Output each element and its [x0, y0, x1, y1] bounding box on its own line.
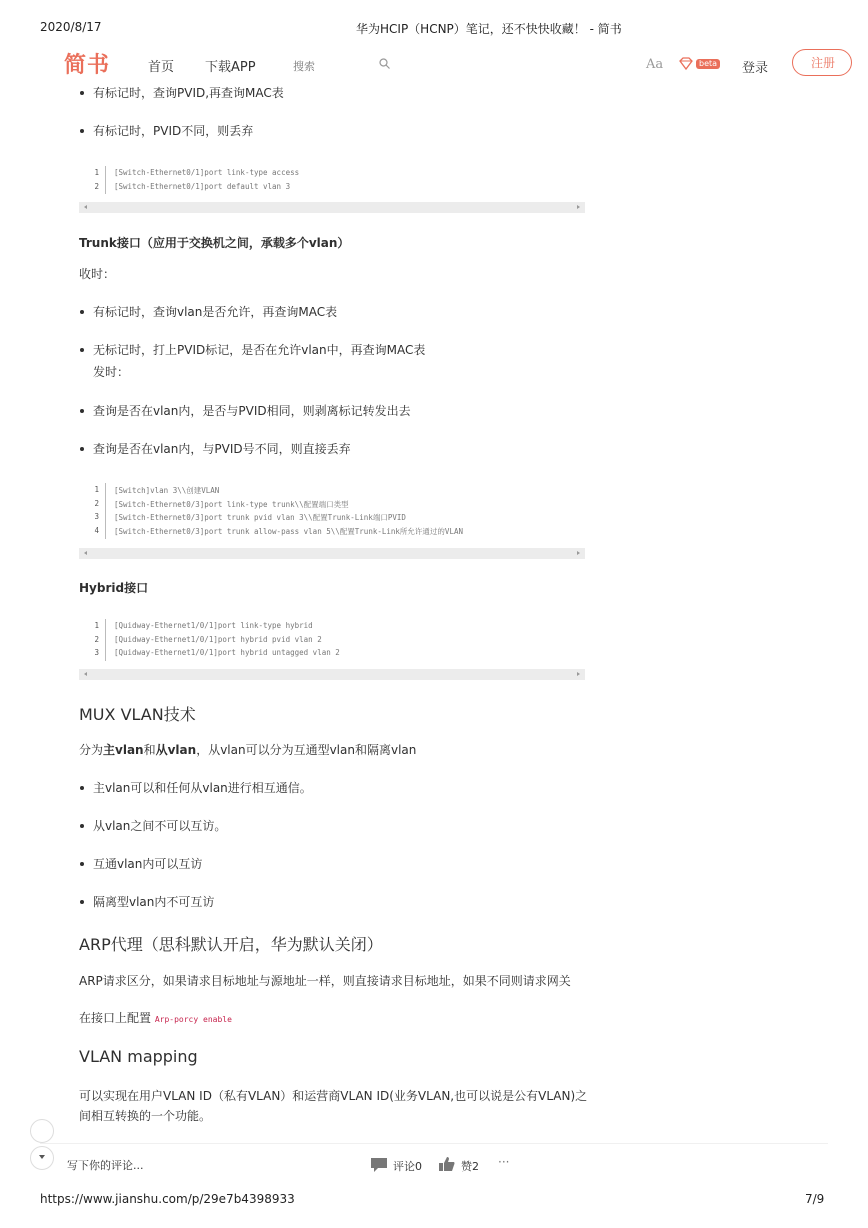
list-item: 隔离型vlan内不可互访 [93, 895, 215, 909]
diamond-icon[interactable] [678, 57, 694, 71]
print-page-number: 7/9 [805, 1192, 825, 1206]
comment-input[interactable]: 写下你的评论... [67, 1159, 144, 1172]
list-item: 主vlan可以和任何从vlan进行相互通信。 [93, 781, 312, 795]
line-number: 4 [94, 526, 99, 535]
text: 分为 [79, 743, 104, 757]
code-line: [Switch-Ethernet0/1]port link-type access [114, 168, 300, 177]
horizontal-scrollbar[interactable] [79, 548, 585, 559]
paragraph: 收时： [79, 267, 116, 281]
list-item: 无标记时，打上PVID标记，是否在允许vlan中，再查询MAC表 [93, 343, 426, 357]
code-block-access [79, 164, 585, 214]
print-url: https://www.jianshu.com/p/29e7b4398933 [40, 1192, 295, 1206]
section-heading-vlan-mapping: VLAN mapping [79, 1047, 198, 1066]
paragraph: 可以实现在用户VLAN ID（私有VLAN）和运营商VLAN ID(业务VLAN,也可以说是公有VLAN)之 [79, 1089, 588, 1103]
code-line: [Quidway-Ethernet1/0/1]port hybrid untagged vlan 2 [114, 648, 340, 657]
code-block-trunk [79, 481, 585, 561]
print-title: 华为HCIP（HCNP）笔记，还不快快收藏！ - 简书 [356, 22, 622, 36]
comment-icon[interactable] [370, 1157, 388, 1173]
horizontal-scrollbar[interactable] [79, 669, 585, 680]
print-date: 2020/8/17 [40, 20, 102, 34]
line-number: 3 [94, 648, 99, 657]
list-item: 从vlan之间不可以互访。 [93, 819, 227, 833]
list-item: 有标记时，查询PVID,再查询MAC表 [93, 86, 284, 100]
register-button[interactable]: 注册 [792, 49, 852, 76]
side-float-button[interactable] [30, 1119, 54, 1143]
code-line: [Quidway-Ethernet1/0/1]port hybrid pvid vlan 2 [114, 635, 322, 644]
beta-badge: beta [696, 59, 720, 69]
paragraph: 发时： [93, 365, 130, 379]
horizontal-scrollbar[interactable] [79, 202, 585, 213]
section-heading-mux: MUX VLAN技术 [79, 705, 196, 724]
line-number: 3 [94, 512, 99, 521]
nav-home[interactable]: 首页 [148, 60, 175, 75]
paragraph [79, 1009, 232, 1026]
line-number: 1 [94, 168, 99, 177]
more-menu[interactable]: ··· [498, 1155, 510, 1169]
list-item: 有标记时，查询vlan是否允许，再查询MAC表 [93, 305, 338, 319]
search-icon[interactable] [379, 58, 390, 69]
code-block-hybrid [79, 617, 585, 682]
font-size-toggle[interactable]: Aa [646, 57, 664, 72]
bottom-action-bar [40, 1143, 828, 1184]
code-line: [Quidway-Ethernet1/0/1]port link-type hybrid [114, 621, 313, 630]
line-number: 1 [94, 485, 99, 494]
bold-text: 主vlan [103, 743, 144, 757]
list-item: 查询是否在vlan内，与PVID号不同，则直接丢弃 [93, 442, 351, 456]
nav-download-app[interactable]: 下载APP [205, 60, 256, 75]
list-item: 互通vlan内可以互访 [93, 857, 203, 871]
site-logo[interactable]: 简书 [64, 52, 111, 78]
list-item: 查询是否在vlan内，是否与PVID相同，则剥离标记转发出去 [93, 404, 411, 418]
inline-code: Arp-porcy enable [154, 1015, 232, 1024]
section-heading-hybrid: Hybrid接口 [79, 581, 149, 595]
likes-count[interactable]: 赞2 [461, 1160, 479, 1173]
code-line: [Switch-Ethernet0/3]port trunk pvid vlan 3\\配置Trunk-Link端口PVID [114, 513, 406, 522]
text: 和 [143, 743, 156, 757]
comments-count[interactable]: 评论0 [393, 1160, 422, 1173]
bold-text: 从vlan [155, 743, 197, 757]
line-number: 2 [94, 499, 99, 508]
code-line: [Switch-Ethernet0/1]port default vlan 3 [114, 182, 291, 191]
code-line: [Switch]vlan 3\\创建VLAN [114, 486, 220, 495]
paragraph: ARP请求区分，如果请求目标地址与源地址一样，则直接请求目标地址，如果不同则请求网关 [79, 974, 571, 988]
text: 在接口上配置 [79, 1011, 152, 1025]
line-number: 1 [94, 621, 99, 630]
list-item: 有标记时，PVID不同，则丢弃 [93, 124, 254, 138]
line-number: 2 [94, 635, 99, 644]
search-input[interactable]: 搜索 [293, 60, 315, 73]
thumbs-up-icon[interactable] [438, 1156, 456, 1172]
code-line: [Switch-Ethernet0/3]port link-type trunk\\配置端口类型 [114, 500, 349, 509]
section-heading-arp: ARP代理（思科默认开启，华为默认关闭） [79, 935, 383, 954]
code-line: [Switch-Ethernet0/3]port trunk allow-pass vlan 5\\配置Trunk-Link所允许通过的VLAN [114, 527, 463, 536]
section-heading-trunk: Trunk接口（应用于交换机之间，承载多个vlan） [79, 236, 350, 250]
mux-intro [79, 741, 416, 758]
text: ，从vlan可以分为互通型vlan和隔离vlan [196, 743, 417, 757]
line-number: 2 [94, 182, 99, 191]
paragraph: 间相互转换的一个功能。 [79, 1109, 212, 1123]
login-link[interactable]: 登录 [742, 61, 769, 76]
